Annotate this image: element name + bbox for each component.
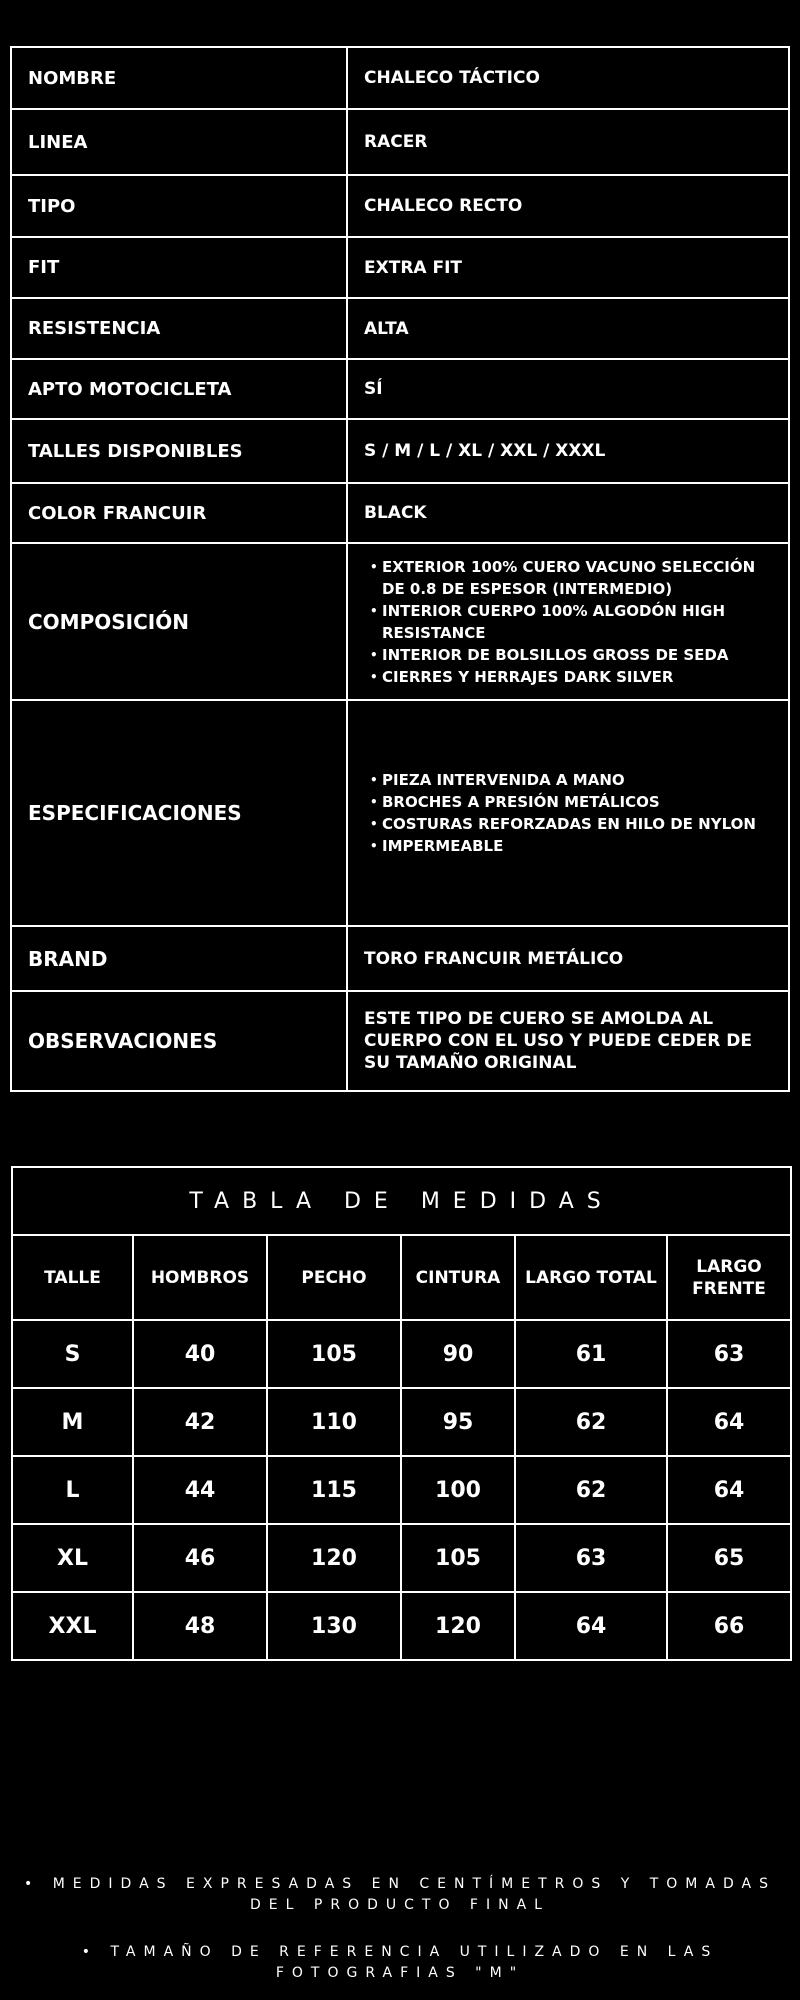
list-item: • EXTERIOR 100% CUERO VACUNO SELECCIÓN DE 0.8 DE ESPESOR (INTERMEDIO) <box>372 556 772 600</box>
spec-label: COLOR FRANCUIR <box>11 483 347 543</box>
table-cell: S <box>12 1320 133 1388</box>
spec-label: FIT <box>11 237 347 298</box>
spec-label: RESISTENCIA <box>11 298 347 359</box>
table-row <box>12 1456 791 1524</box>
size-chart-title: TABLA DE MEDIDAS <box>12 1167 791 1235</box>
list-item: • INTERIOR CUERPO 100% ALGODÓN HIGH RESISTANCE <box>372 600 772 644</box>
column-header: LARGO TOTAL <box>515 1235 667 1320</box>
footnote-reference-size: • TAMAÑO DE REFERENCIA UTILIZADO EN LAS FOTOGRAFIAS "M" <box>81 1944 719 1981</box>
table-cell: 120 <box>401 1592 515 1660</box>
spec-label: COMPOSICIÓN <box>11 543 347 700</box>
table-cell: 95 <box>401 1388 515 1456</box>
spec-label: OBSERVACIONES <box>11 991 347 1091</box>
spec-row-tipo <box>11 175 789 237</box>
column-header: TALLE <box>12 1235 133 1320</box>
spec-row-brand <box>11 926 789 991</box>
table-cell: XXL <box>12 1592 133 1660</box>
spec-row-composicion <box>11 543 789 700</box>
table-cell: 66 <box>667 1592 791 1660</box>
table-cell: 62 <box>515 1388 667 1456</box>
list-item: • PIEZA INTERVENIDA A MANO <box>372 769 772 791</box>
table-cell: 120 <box>267 1524 401 1592</box>
list-item: • CIERRES Y HERRAJES DARK SILVER <box>372 666 772 688</box>
spec-row-linea <box>11 109 789 175</box>
table-cell: 44 <box>133 1456 267 1524</box>
spec-value: BLACK <box>347 483 789 543</box>
spec-value: CHALECO TÁCTICO <box>347 47 789 109</box>
table-cell: 130 <box>267 1592 401 1660</box>
composition-list <box>364 556 772 688</box>
size-chart-header-row <box>12 1235 791 1320</box>
list-item: • INTERIOR DE BOLSILLOS GROSS DE SEDA <box>372 644 772 666</box>
spec-value: TORO FRANCUIR METÁLICO <box>347 926 789 991</box>
table-cell: 115 <box>267 1456 401 1524</box>
spec-value: S / M / L / XL / XXL / XXXL <box>347 419 789 483</box>
spec-label: BRAND <box>11 926 347 991</box>
table-cell: 46 <box>133 1524 267 1592</box>
table-cell: 65 <box>667 1524 791 1592</box>
spec-row-observaciones <box>11 991 789 1091</box>
spec-row-talles <box>11 419 789 483</box>
table-cell: L <box>12 1456 133 1524</box>
column-header: LARGO FRENTE <box>667 1235 791 1320</box>
table-cell: 62 <box>515 1456 667 1524</box>
table-cell: 48 <box>133 1592 267 1660</box>
product-spec-table <box>10 46 790 1092</box>
table-cell: 100 <box>401 1456 515 1524</box>
spec-row-resistencia <box>11 298 789 359</box>
table-cell: 63 <box>515 1524 667 1592</box>
spec-row-color <box>11 483 789 543</box>
spec-value-list <box>347 543 789 700</box>
table-row <box>12 1320 791 1388</box>
spec-row-apto-motocicleta <box>11 359 789 419</box>
column-header: HOMBROS <box>133 1235 267 1320</box>
spec-value: ALTA <box>347 298 789 359</box>
list-item: • COSTURAS REFORZADAS EN HILO DE NYLON <box>372 813 772 835</box>
table-cell: 40 <box>133 1320 267 1388</box>
spec-value: SÍ <box>347 359 789 419</box>
spec-label: TIPO <box>11 175 347 237</box>
table-cell: 110 <box>267 1388 401 1456</box>
table-row <box>12 1524 791 1592</box>
spec-value: ESTE TIPO DE CUERO SE AMOLDA AL CUERPO CON EL USO Y PUEDE CEDER DE SU TAMAÑO ORIGINAL <box>347 991 789 1091</box>
table-row <box>12 1592 791 1660</box>
spec-value: CHALECO RECTO <box>347 175 789 237</box>
table-cell: 105 <box>267 1320 401 1388</box>
spec-row-fit <box>11 237 789 298</box>
spec-value: EXTRA FIT <box>347 237 789 298</box>
spec-label: NOMBRE <box>11 47 347 109</box>
table-cell: 64 <box>667 1388 791 1456</box>
column-header: PECHO <box>267 1235 401 1320</box>
spec-value: RACER <box>347 109 789 175</box>
table-cell: XL <box>12 1524 133 1592</box>
specifications-list <box>364 769 772 857</box>
spec-label: LINEA <box>11 109 347 175</box>
spec-label: ESPECIFICACIONES <box>11 700 347 926</box>
table-cell: 63 <box>667 1320 791 1388</box>
table-cell: M <box>12 1388 133 1456</box>
table-cell: 64 <box>515 1592 667 1660</box>
list-item: • IMPERMEABLE <box>372 835 772 857</box>
table-cell: 64 <box>667 1456 791 1524</box>
spec-value-list <box>347 700 789 926</box>
table-cell: 42 <box>133 1388 267 1456</box>
spec-row-especificaciones <box>11 700 789 926</box>
spec-label: TALLES DISPONIBLES <box>11 419 347 483</box>
footnote-measures: • MEDIDAS EXPRESADAS EN CENTÍMETROS Y TOMADAS DEL PRODUCTO FINAL <box>24 1876 776 1913</box>
table-cell: 105 <box>401 1524 515 1592</box>
table-row <box>12 1388 791 1456</box>
table-cell: 61 <box>515 1320 667 1388</box>
spec-label: APTO MOTOCICLETA <box>11 359 347 419</box>
list-item: • BROCHES A PRESIÓN METÁLICOS <box>372 791 772 813</box>
size-chart-table <box>11 1166 792 1661</box>
column-header: CINTURA <box>401 1235 515 1320</box>
table-cell: 90 <box>401 1320 515 1388</box>
spec-row-nombre <box>11 47 789 109</box>
